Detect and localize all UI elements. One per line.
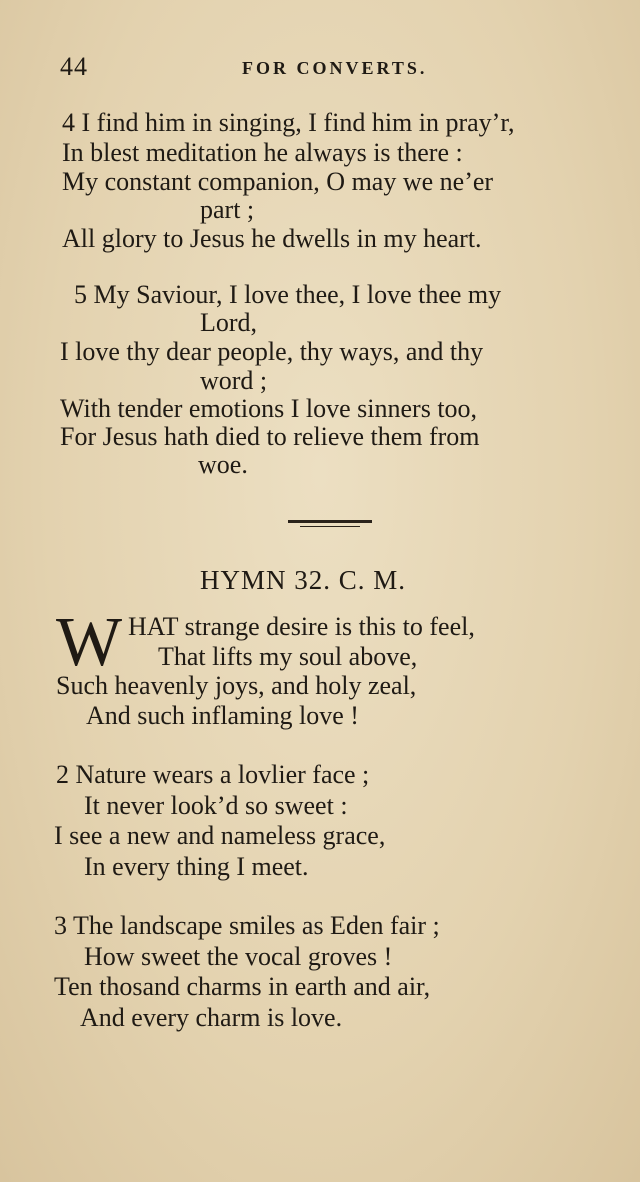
stanza-line: word ; [200,366,268,395]
page-header [60,52,600,86]
verse-line: In every thing I meet. [84,852,309,881]
section-divider-thin [300,526,360,527]
verse-line: That lifts my soul above, [158,642,418,671]
hymn-title: HYMN 32. C. M. [200,565,407,595]
stanza-line: In blest meditation he always is there : [62,138,463,167]
stanza-line: All glory to Jesus he dwells in my heart. [62,224,482,253]
running-head: FOR CONVERTS. [242,58,428,78]
verse-line: 3 The landscape smiles as Eden fair ; [54,911,440,940]
section-divider [288,520,372,523]
drop-cap: W [56,604,123,681]
verse-line: Such heavenly joys, and holy zeal, [56,671,417,700]
verse-line: 2 Nature wears a lovlier face ; [56,760,370,789]
verse-line: Ten thosand charms in earth and air, [54,972,431,1001]
verse-line: HAT strange desire is this to feel, [128,612,475,641]
stanza-line: 4 I find him in singing, I find him in pray’r, [62,108,515,137]
verse-line: And every charm is love. [80,1003,343,1032]
verse-line: And such inflaming love ! [86,701,359,730]
stanza-line: woe. [198,450,248,479]
stanza-line: 5 My Saviour, I love thee, I love thee my [74,280,502,309]
verse-line: It never look’d so sweet : [84,791,348,820]
stanza-line: My constant companion, O may we ne’er [62,167,494,196]
stanza-line: With tender emotions I love sinners too, [60,394,478,423]
stanza-line: I love thy dear people, thy ways, and thy [60,337,484,366]
stanza-line: For Jesus hath died to relieve them from [60,422,480,451]
stanza-line: Lord, [200,308,258,337]
stanza-line: part ; [200,195,255,224]
verse-line: I see a new and nameless grace, [54,821,386,850]
page-number: 44 [60,52,88,81]
verse-line: How sweet the vocal groves ! [84,942,393,971]
